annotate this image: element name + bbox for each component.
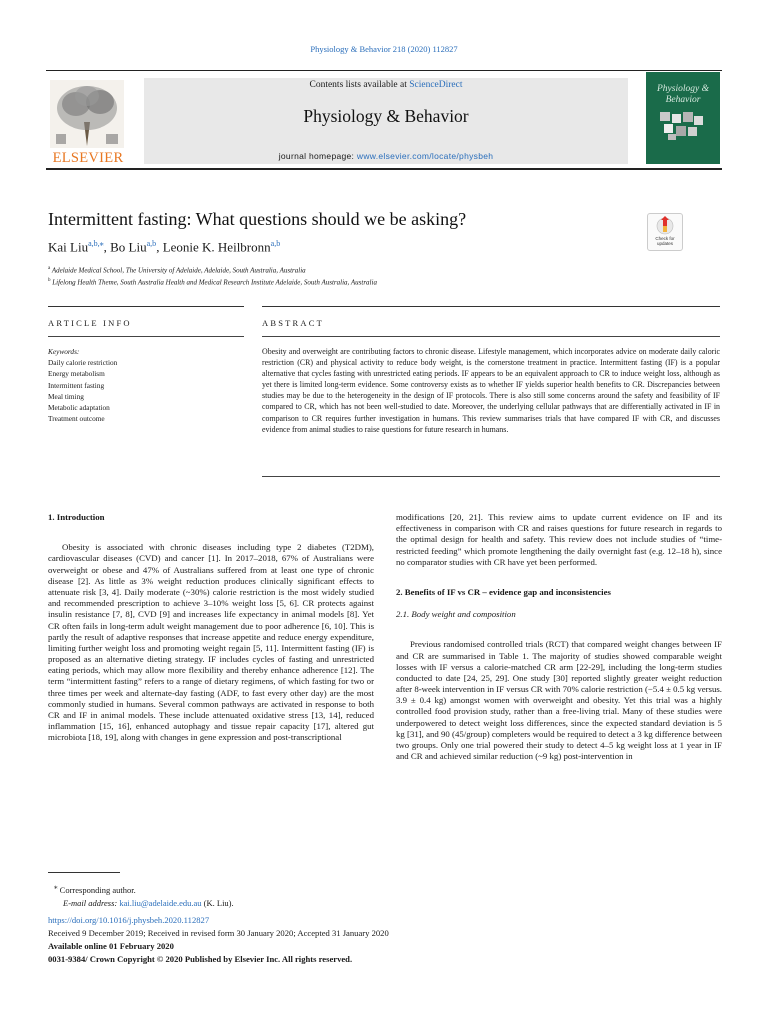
author-affil-marks[interactable]: a,b [146,239,157,248]
affiliation-mark: b [48,278,51,283]
article-title: Intermittent fasting: What questions should we be asking? [48,209,467,229]
doi-link[interactable]: https://doi.org/10.1016/j.physbeh.2020.112827 [48,915,210,925]
homepage-link[interactable]: www.elsevier.com/locate/physbeh [356,151,494,161]
keyword: Intermittent fasting [48,380,105,390]
author-list: Kai Liu$^{a,b,⁎}$, Bo Liu$^{a,b}$, Leonie K. Heilbronn$^{a,b}$ [48,239,281,255]
header-rule-bottom [46,168,722,170]
affiliation-b [48,278,377,286]
email-suffix: (K. Liu). [203,897,234,908]
abstract-rule-2 [262,336,720,337]
abstract-rule-3 [262,476,720,477]
email-link[interactable]: kai.liu@adelaide.edu.au [119,897,202,908]
author-affil-marks[interactable]: a,b,⁎ [88,239,104,248]
keywords-label: Keywords: [48,347,80,356]
sciencedirect-link[interactable]: ScienceDirect [409,80,463,90]
author-name[interactable]: Bo Liu [110,239,147,255]
article-info-heading: ARTICLE INFO [48,318,132,328]
header-rule-top [46,70,722,71]
cover-image [660,112,704,140]
body-column-left [48,512,374,744]
keyword: Metabolic adaptation [48,403,110,413]
footnote-mark: ⁎ [54,883,58,891]
journal-header [46,70,722,166]
abstract-text: Obesity and overweight are contributing factors to chronic disease. Lifestyle management, which incorporates advice on moderate daily caloric restriction (CR) and physical activity to reduce body weight, is the cornerstone treatment in practice. Intermittent fasting (IF) is a popular alternative that cycles fasting with unrestricted eating periods. IF appears to be an equivalent approach to CR to induce weight loss, although as yet there is limited long-term evidence. Some controversy exists as to whether IF yields superior health benefits to CR. Discrepancies between studies may be due to the heterogeneity in the design of IF protocols. There is also still some concerns around the safety and feasibility of IF compared to CR, which has not been well-studied to date. Moreover, the underlying cellular pathways that are differentially activated in IF in comparison to CR requires further investigation in humans. This review summarises trials that have compared IF with CR, and discusses evidence from animal studies to raise questions for future research in humans. [262,347,720,434]
author-name[interactable]: Leonie K. Heilbronn [162,239,271,255]
article-info-rule [48,306,244,307]
affiliation-mark: a [48,266,51,271]
abstract-heading: ABSTRACT [262,318,324,328]
copyright-line: 0031-9384/ Crown Copyright © 2020 Published by Elsevier Inc. All rights reserved. [48,954,353,964]
body-column-right [396,512,722,762]
elsevier-wordmark: ELSEVIER [52,150,124,166]
corresponding-author-footnote [54,881,234,910]
author-name[interactable]: Kai Liu [48,239,89,255]
email-label: E-mail address: [63,897,118,908]
contents-prefix: Contents lists available at [309,80,410,90]
footnote-rule [48,872,120,873]
received-dates: Received 9 December 2019; Received in revised form 30 January 2020; Accepted 31 January 2020 [48,928,389,938]
section-1-paragraph: Obesity is associated with chronic diseases including type 2 diabetes (T2DM), cardiovascular diseases (CVD) and cancer [1]. In 2017–2018, 67% of Australians were overweight or obese and 47% of Australians suffered from at least one type of chronic disease [2]. As little as 3% weight reduction produces clinically significant effects to attenuate risk [3, 4]. Daily moderate (~30%) calorie restriction is the most widely studied and recommended prescription to achieve 3–10% weight loss [5, 6]. CR protects against insulin resistance [7, 8], CVD [9] and increases life expectancy in animal models [8]. Yet CR often fails in long-term adult weight management due to poor adherence [6, 10]. This is partly the result of adaptive responses that increase appetite and reduce energy expenditure, limiting further weight loss and promoting weight regain [5, 11]. Intermittent fasting (IF) is proposed as an alternative dieting strategy. IF includes cycles of fasting and unrestricted eating periods, which may allow more flexibility and thereby enhance adherence [12]. The term “intermittent fasting” refers to a range of dietary regimens, of which fasting for two or three times per week and alternate-day fasting (ADF, to fast every other day) are the most commonly studied in humans. Several common pathways are activated in response to both CR and IF in animal models. These include attenuated oxidative stress [13, 14], reduced inflammation [15, 16], enhanced autophagy and tissue repair capacity [17], altered gut microbiota [18, 19], along with changes in gene expression and post-transcriptional [48,542,374,743]
spacer [396,598,722,609]
article-info-rule-2 [48,336,244,337]
section-2-1-heading: 2.1. Body weight and composition [396,609,516,620]
section-2-heading: 2. Benefits of IF vs CR – evidence gap and inconsistencies [396,586,611,597]
keyword: Treatment outcome [48,414,105,424]
spacer [48,523,374,542]
spacer [396,620,722,639]
affiliation-a [48,266,306,274]
journal-citation[interactable]: Physiology & Behavior 218 (2020) 112827 [310,44,458,54]
homepage-prefix: journal homepage: [278,151,357,161]
affiliation-text: Adelaide Medical School, The University of Adelaide, Adelaide, South Australia, Australia [51,266,306,275]
keyword: Energy metabolism [48,369,105,379]
section-1-paragraph-continued: modifications [20, 21]. This review aims to update current evidence on IF and its effectiveness in comparison with CR and raises questions for future research in regards to the optimal design for health and safety. This review does not include studies of “time-restricted feeding” which promote lengthening the daily overnight fast (e.g. 12–18 h), since no comparator studies with CR have yet been performed. [396,512,722,567]
keyword: Meal timing [48,391,84,401]
crossmark-icon [648,214,682,236]
spacer [396,568,722,587]
section-2-1-paragraph: Previous randomised controlled trials (RCT) that compared weight changes between IF and CR are summarised in Table 1. The majority of studies showed comparable weight losses with IF versus a calorie-matched CR arm [22-29], including the long-term studies conducted to date [24, 25, 29]. One study [30] reported slightly greater weight reduction after 8-week intervention in IF versus CR with 70% calorie restriction (−5.4 ± 0.5 kg versus. 3.9 ± 0.4 kg) amongst women with overweight and obesity. Yet this trial was a highly controlled food provision study, rather than a free-living trial. Many of these studies were underpowered to detect weight loss differences, since the expected standard deviation is 5 kg [31], and 90 (45/group) completers would be required to detect a 3 kg difference between two groups. Only one trial powered their study to detect 4–5 kg weight loss at 1 year in IF and CR and achieved similar reduction (~9 kg) post-intervention in [396,639,722,762]
cover-title: Physiology & Behavior [657,84,709,105]
available-online: Available online 01 February 2020 [48,941,174,951]
article-footer [48,914,389,966]
journal-banner [144,78,628,164]
journal-cover-thumbnail[interactable] [646,72,720,164]
keywords-block [48,346,244,424]
crossmark-badge[interactable] [647,213,683,251]
corresponding-label: Corresponding author. [59,884,136,895]
keyword: Daily calorie restriction [48,358,118,368]
homepage-line [144,151,628,161]
journal-name: Physiology & Behavior [303,106,469,126]
abstract-rule [262,306,720,307]
affiliation-text: Lifelong Health Theme, South Australia Health and Medical Research Institute Adelaide, South Australia, Australia [52,278,377,287]
crossmark-label: Check for updates [655,236,675,246]
contents-line [144,80,628,90]
section-1-heading: 1. Introduction [48,512,105,522]
author-affil-marks[interactable]: a,b [270,239,281,248]
